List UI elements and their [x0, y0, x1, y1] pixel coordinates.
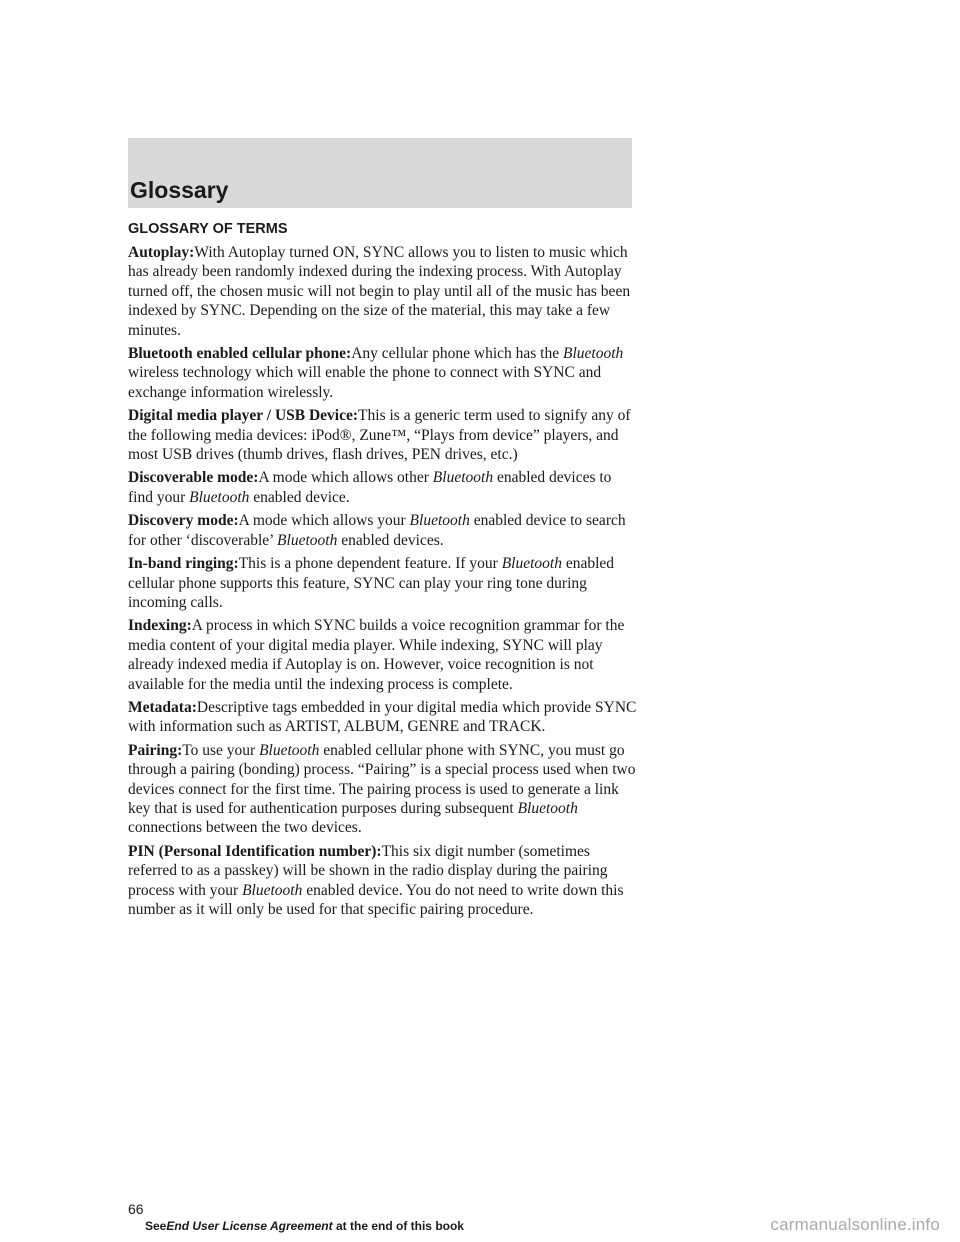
- glossary-definition: A mode which allows your Bluetooth enabled device to search for other ‘discoverable’ Bluetooth enabled devices.: [128, 512, 626, 549]
- page-number: 66: [128, 1201, 144, 1217]
- glossary-term: Indexing:: [128, 617, 192, 635]
- section-heading: GLOSSARY OF TERMS: [128, 221, 288, 237]
- glossary-term: Digital media player / USB Device:: [128, 407, 359, 425]
- glossary-definition: This is a generic term used to signify any of the following media devices: iPod®, Zune™, “Plays from device” players, and most USB drives (thumb drives, flash drives, PEN drives, etc.): [128, 407, 631, 464]
- glossary-term: PIN (Personal Identification number):: [128, 842, 382, 860]
- glossary-definition: This six digit number (sometimes referred to as a passkey) will be shown in the radio display during the pairing process with your Bluetooth enabled device. You do not need to write down this number as it will only be used for that specific pairing procedure.: [128, 842, 624, 918]
- glossary-term: Autoplay:: [128, 244, 195, 261]
- glossary-entry-digital-media-player: [128, 406, 638, 464]
- glossary-term: Discovery mode:: [128, 512, 239, 530]
- glossary-content: [128, 220, 638, 923]
- glossary-entry-metadata: [128, 698, 638, 737]
- glossary-definition: Descriptive tags embedded in your digital media which provide SYNC with information such as ARTIST, ALBUM, GENRE and TRACK.: [128, 698, 637, 736]
- footer-note: SeeEnd User License Agreement at the end of this book: [145, 1219, 464, 1233]
- watermark: carmanualsonline.info: [600, 1214, 940, 1236]
- page-title: Glossary: [130, 177, 229, 203]
- glossary-term: In-band ringing:: [128, 555, 239, 573]
- glossary-entry-discoverable-mode: [128, 468, 638, 507]
- glossary-definition: To use your Bluetooth enabled cellular phone with SYNC, you must go through a pairing (bonding) process. “Pairing” is a special process used when two devices connect for the first time. The pairing process is used to generate a link key that is used for authentication purposes during subsequent Bluetooth connections between the two devices.: [128, 741, 636, 837]
- glossary-term: Discoverable mode:: [128, 469, 259, 487]
- glossary-entry-pairing: [128, 741, 638, 838]
- glossary-definition: With Autoplay turned ON, SYNC allows you to listen to music which has already been randomly indexed during the indexing process. With Autoplay turned off, the chosen music will not begin to play until all of the music has been indexed by SYNC. Depending on the size of the material, this may take a few minutes.: [128, 244, 631, 339]
- glossary-entry-pin: [128, 842, 638, 920]
- glossary-entry-in-band-ringing: [128, 554, 638, 612]
- glossary-definition: A mode which allows other Bluetooth enabled devices to find your Bluetooth enabled device.: [128, 469, 612, 506]
- glossary-term: Pairing:: [128, 741, 183, 759]
- glossary-term: Bluetooth enabled cellular phone:: [128, 345, 352, 363]
- glossary-definition: Any cellular phone which has the Bluetooth wireless technology which will enable the phone to connect with SYNC and exchange information wirelessly.: [128, 345, 624, 401]
- glossary-definition: A process in which SYNC builds a voice recognition grammar for the media content of your digital media player. While indexing, SYNC will play already indexed media if Autoplay is on. However, voice recognition is not available for the media until the indexing process is complete.: [128, 617, 625, 693]
- glossary-entry-autoplay: [128, 243, 638, 340]
- glossary-entry-indexing: [128, 616, 638, 694]
- glossary-entry-bluetooth-phone: [128, 344, 638, 402]
- glossary-term: Metadata:: [128, 698, 197, 716]
- glossary-definition: This is a phone dependent feature. If your Bluetooth enabled cellular phone supports this feature, SYNC can play your ring tone during incoming calls.: [128, 555, 615, 611]
- glossary-entry-discovery-mode: [128, 511, 638, 550]
